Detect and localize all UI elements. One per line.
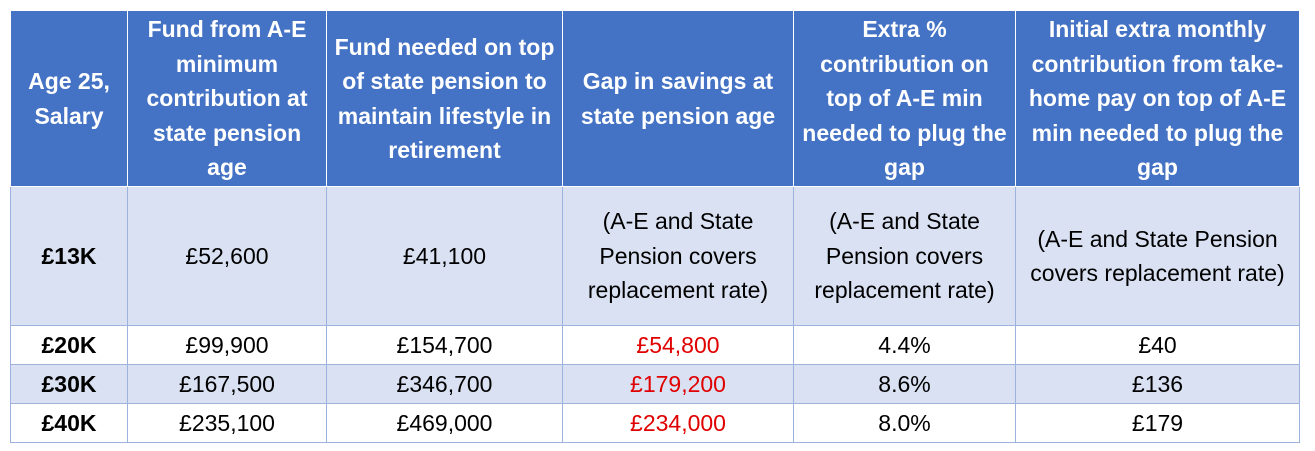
table-row: [11, 365, 1300, 404]
fund-ae-cell: £99,900: [128, 326, 327, 365]
extra-pct-cell: (A-E and State Pension covers replacement rate): [794, 187, 1016, 326]
header-age-salary: Age 25, Salary: [11, 11, 128, 187]
table-row: [11, 326, 1300, 365]
salary-cell: £20K: [11, 326, 128, 365]
header-row: [11, 11, 1300, 187]
extra-pct-cell: 8.0%: [794, 404, 1016, 443]
fund-ae-cell: £235,100: [128, 404, 327, 443]
salary-cell: £30K: [11, 365, 128, 404]
monthly-cell: £40: [1016, 326, 1300, 365]
fund-needed-cell: £346,700: [327, 365, 563, 404]
table-row: [11, 187, 1300, 326]
salary-cell: £13K: [11, 187, 128, 326]
header-gap: Gap in savings at state pension age: [563, 11, 794, 187]
gap-cell: £179,200: [563, 365, 794, 404]
salary-cell: £40K: [11, 404, 128, 443]
pension-gap-table-container: [10, 10, 1300, 443]
fund-needed-cell: £41,100: [327, 187, 563, 326]
header-extra-pct: Extra % contribution on top of A-E min needed to plug the gap: [794, 11, 1016, 187]
gap-cell: £234,000: [563, 404, 794, 443]
fund-needed-cell: £154,700: [327, 326, 563, 365]
header-fund-ae: Fund from A-E minimum contribution at state pension age: [128, 11, 327, 187]
pension-gap-table: [10, 10, 1300, 443]
monthly-cell: £136: [1016, 365, 1300, 404]
gap-cell: (A-E and State Pension covers replacement rate): [563, 187, 794, 326]
header-monthly: Initial extra monthly contribution from take-home pay on top of A-E min needed to plug the gap: [1016, 11, 1300, 187]
monthly-cell: £179: [1016, 404, 1300, 443]
fund-ae-cell: £52,600: [128, 187, 327, 326]
extra-pct-cell: 8.6%: [794, 365, 1016, 404]
extra-pct-cell: 4.4%: [794, 326, 1016, 365]
table-row: [11, 404, 1300, 443]
fund-ae-cell: £167,500: [128, 365, 327, 404]
monthly-cell: (A-E and State Pension covers replacement rate): [1016, 187, 1300, 326]
header-fund-needed: Fund needed on top of state pension to maintain lifestyle in retirement: [327, 11, 563, 187]
gap-cell: £54,800: [563, 326, 794, 365]
fund-needed-cell: £469,000: [327, 404, 563, 443]
